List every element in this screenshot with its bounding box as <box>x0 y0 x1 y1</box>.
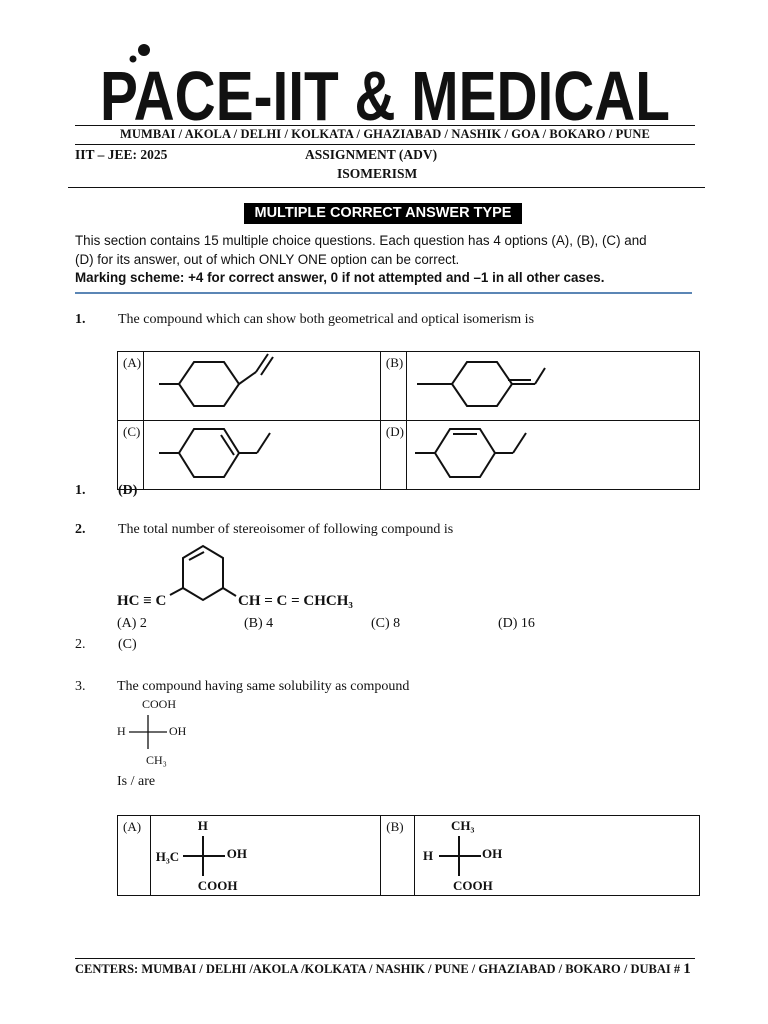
q3-text: The compound having same solubility as compound <box>117 679 410 694</box>
pace-logo <box>100 44 670 124</box>
q3-a-bottom: COOH <box>197 878 238 893</box>
q1-option-c-structure <box>143 421 380 490</box>
section-divider <box>75 292 692 294</box>
q3-option-a-label: (A) <box>118 816 151 896</box>
q3-a-top: H <box>197 818 208 833</box>
q1-option-d-label: (D) <box>380 421 406 490</box>
q2-option-c: (C) 8 <box>371 616 401 631</box>
q3-option-b-label: (B) <box>381 816 415 896</box>
topic-label: ISOMERISM <box>337 166 418 181</box>
q1-d-molecule <box>407 421 699 484</box>
q3-b-bottom: COOH <box>452 878 493 893</box>
q2-left-group: HC ≡ C <box>117 593 167 609</box>
intro-line-1: This section contains 15 multiple choice questions. Each question has 4 options (A), (B), (C) and <box>75 233 647 248</box>
header-rule-top <box>75 125 695 126</box>
q1-number: 1. <box>75 312 86 327</box>
footer <box>75 961 695 978</box>
q3-b-top: CH₃ <box>450 818 475 833</box>
q1-text: The compound which can show both geometrical and optical isomerism is <box>118 312 535 327</box>
q1-options-table <box>117 351 700 490</box>
q1-c-molecule <box>144 421 380 484</box>
q3-option-b-structure <box>414 816 699 896</box>
q3-options-table <box>117 815 700 896</box>
footer-centers: CENTERS: MUMBAI / DELHI /AKOLA /KOLKATA / NASHIK / PUNE / GHAZIABAD / BOKARO / DUBAI # <box>75 962 681 976</box>
q3-number: 3. <box>75 679 86 694</box>
q1-option-a-structure <box>143 352 380 421</box>
q1-answer: (D) <box>118 483 138 498</box>
q2-option-a: (A) 2 <box>117 616 147 631</box>
intro-line-2: (D) for its answer, out of which ONLY ONE option can be correct. <box>75 252 460 267</box>
page-number: 1 <box>683 961 691 977</box>
q1-option-b-label: (B) <box>380 352 406 421</box>
q3-b-left: H <box>422 848 434 863</box>
q1-option-a-label: (A) <box>118 352 144 421</box>
q1-option-c-label: (C) <box>118 421 144 490</box>
q3-isare: Is / are <box>117 774 156 789</box>
q3-b-right: OH <box>481 846 503 861</box>
header-rule-bottom <box>68 187 705 188</box>
q1-a-molecule <box>144 352 380 415</box>
q2-option-b: (B) 4 <box>244 616 274 631</box>
q2-number: 2. <box>75 522 86 537</box>
assignment-label: ASSIGNMENT (ADV) <box>305 147 438 162</box>
q2-text: The total number of stereoisomer of following compound is <box>118 522 454 537</box>
q2-right-group: CH = C = CHCH₃ <box>238 593 353 609</box>
q3-given-fischer <box>115 697 205 769</box>
q2-answer: (C) <box>118 637 137 652</box>
q1-answer-number: 1. <box>75 483 86 498</box>
header-rule-mid <box>75 144 695 145</box>
q3-option-a-structure <box>150 816 381 896</box>
q3-a-right: OH <box>226 846 247 861</box>
q3-a-left: H₃C <box>155 849 180 864</box>
svg-text:PACE-IIT & MEDICAL: PACE-IIT & MEDICAL <box>100 57 670 124</box>
q3-given-left: H <box>117 724 126 738</box>
q1-option-b-structure <box>406 352 699 421</box>
cities-line: MUMBAI / AKOLA / DELHI / KOLKATA / GHAZIABAD / NASHIK / GOA / BOKARO / PUNE <box>119 127 650 141</box>
q3-given-right: OH <box>169 724 187 738</box>
q3-given-top: COOH <box>142 697 177 711</box>
marking-scheme: Marking scheme: +4 for correct answer, 0 if not attempted and –1 in all other cases. <box>75 270 605 285</box>
q2-answer-number: 2. <box>75 637 86 652</box>
section-intro <box>75 231 695 269</box>
q2-option-d: (D) 16 <box>498 616 535 631</box>
q1-b-molecule <box>407 352 699 415</box>
q1-option-d-structure <box>406 421 699 490</box>
section-title: MULTIPLE CORRECT ANSWER TYPE <box>244 203 522 224</box>
q2-ring-structure <box>165 540 240 606</box>
exam-label: IIT – JEE: 2025 <box>75 147 168 162</box>
q3-given-bottom: CH₃ <box>146 753 167 767</box>
footer-rule <box>75 958 695 959</box>
